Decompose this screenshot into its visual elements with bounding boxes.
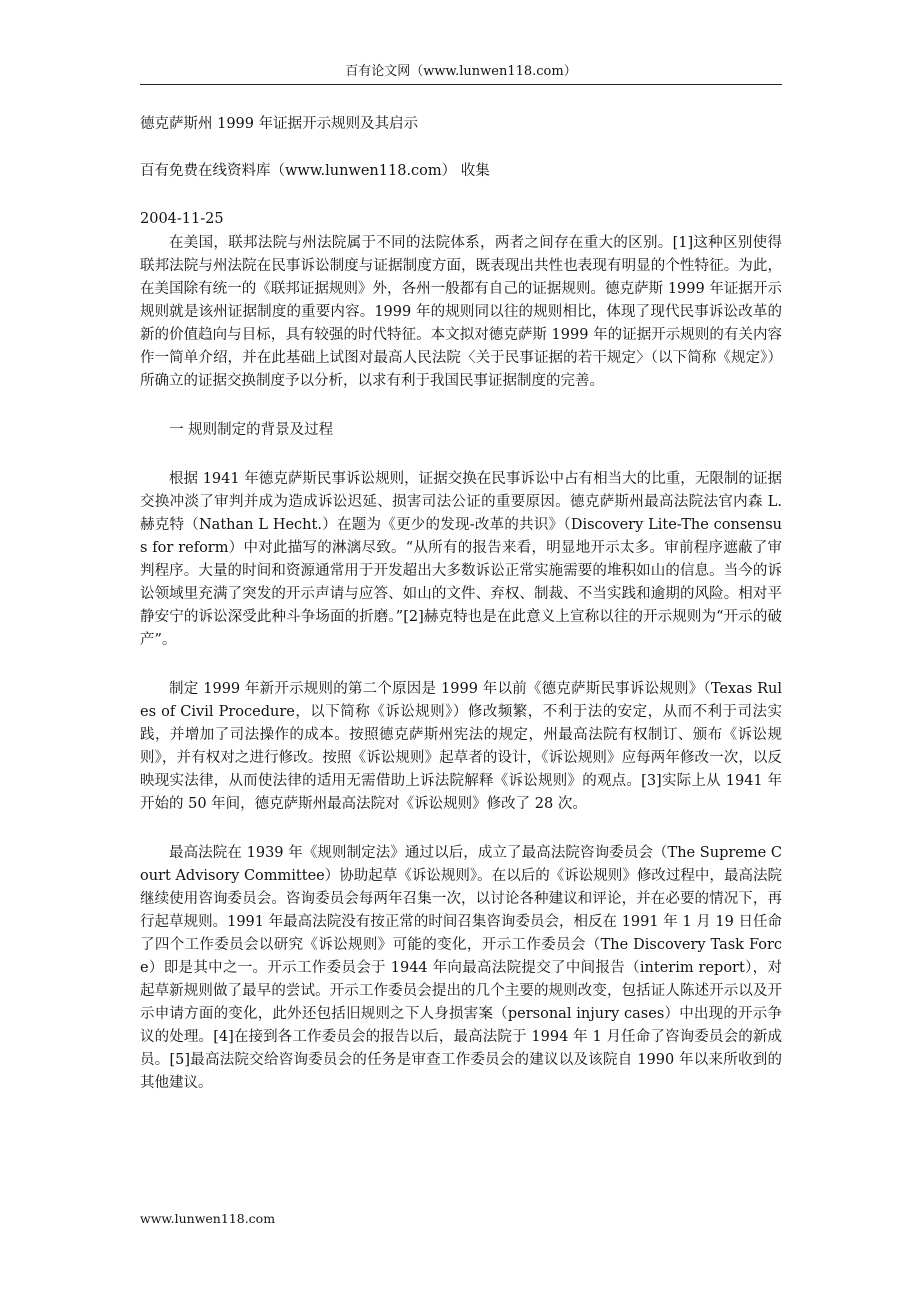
article-body xyxy=(140,232,782,1095)
article-source: 百有免费在线资料库（www.lunwen118.com） 收集 xyxy=(140,163,490,179)
body-paragraph-2: 制定 1999 年新开示规则的第二个原因是 1999 年以前《德克萨斯民事诉讼规则》（Texas Rules of Civil Procedure，以下简称《诉讼规则》）修改频繁，不利于法的安定，从而不利于司法实践，并增加了司法操作的成本。按照德克萨斯州宪法的规定，州最高法院有权制订、颁布《诉讼规则》，并有权对之进行修改。按照《诉讼规则》起草者的设计，《诉讼规则》应每两年修改一次，以反映现实法律，从而使法律的适用无需借助上诉法院解释《诉讼规则》的观点。[3]实际上从 1941 年开始的 50 年间，德克萨斯州最高法院对《诉讼规则》修改了 28 次。 xyxy=(140,681,782,812)
header-divider xyxy=(140,84,782,85)
page-header: 百有论文网（www.lunwen118.com） xyxy=(345,64,577,79)
article-date: 2004-11-25 xyxy=(140,211,224,227)
section-heading: 一 规则制定的背景及过程 xyxy=(169,422,334,438)
page-footer: www.lunwen118.com xyxy=(140,1211,276,1226)
body-paragraph-1: 根据 1941 年德克萨斯民事诉讼规则，证据交换在民事诉讼中占有相当大的比重，无限制的证据交换冲淡了审判并成为造成诉讼迟延、损害司法公证的重要原因。德克萨斯州最高法院法官内森 L.赫克特（Nathan L Hecht.）在题为《更少的发现-改革的共识》（Discovery Lite-The consensus for reform）中对此描写的淋漓尽致。“从所有的报告来看，明显地开示太多。审前程序遮蔽了审判程序。大量的时间和资源通常用于开发超出大多数诉讼正常实施需要的堆积如山的信息。当今的诉讼领域里充满了突发的开示声请与应答、如山的文件、弃权、制裁、不当实践和逾期的风险。相对平静安宁的诉讼深受此种斗争场面的折磨。”[2]赫克特也是在此意义上宣称以往的开示规则为“开示的破产”。 xyxy=(140,471,782,648)
body-paragraph-3: 最高法院在 1939 年《规则制定法》通过以后，成立了最高法院咨询委员会（The Supreme Court Advisory Committee）协助起草《诉讼规则》。在以后的《诉讼规则》修改过程中，最高法院继续使用咨询委员会。咨询委员会每两年召集一次，以讨论各种建议和评论，并在必要的情况下，再行起草规则。1991 年最高法院没有按正常的时间召集咨询委员会，相反在 1991 年 1 月 19 日任命了四个工作委员会以研究《诉讼规则》可能的变化，开示工作委员会（The Discovery Task Force）即是其中之一。开示工作委员会于 1944 年向最高法院提交了中间报告（interim report），对起草新规则做了最早的尝试。开示工作委员会提出的几个主要的规则改变，包括证人陈述开示以及开示申请方面的变化，此外还包括旧规则之下人身损害案（personal injury cases）中出现的开示争议的处理。[4]在接到各工作委员会的报告以后，最高法院于 1994 年 1 月任命了咨询委员会的新成员。[5]最高法院交给咨询委员会的任务是审查工作委员会的建议以及该院自 1990 年以来所收到的其他建议。 xyxy=(140,845,782,1091)
article-title: 德克萨斯州 1999 年证据开示规则及其启示 xyxy=(140,116,419,132)
intro-paragraph: 在美国，联邦法院与州法院属于不同的法院体系，两者之间存在重大的区别。[1]这种区别使得联邦法院与州法院在民事诉讼制度与证据制度方面，既表现出共性也表现有明显的个性特征。为此，在美国除有统一的《联邦证据规则》外，各州一般都有自己的证据规则。德克萨斯 1999 年证据开示规则就是该州证据制度的重要内容。1999 年的规则同以往的规则相比，体现了现代民事诉讼改革的新的价值趋向与目标，具有较强的时代特征。本文拟对德克萨斯 1999 年的证据开示规则的有关内容作一简单介绍，并在此基础上试图对最高人民法院〈关于民事证据的若干规定〉（以下简称《规定》）所确立的证据交换制度予以分析，以求有利于我国民事证据制度的完善。 xyxy=(140,235,782,389)
